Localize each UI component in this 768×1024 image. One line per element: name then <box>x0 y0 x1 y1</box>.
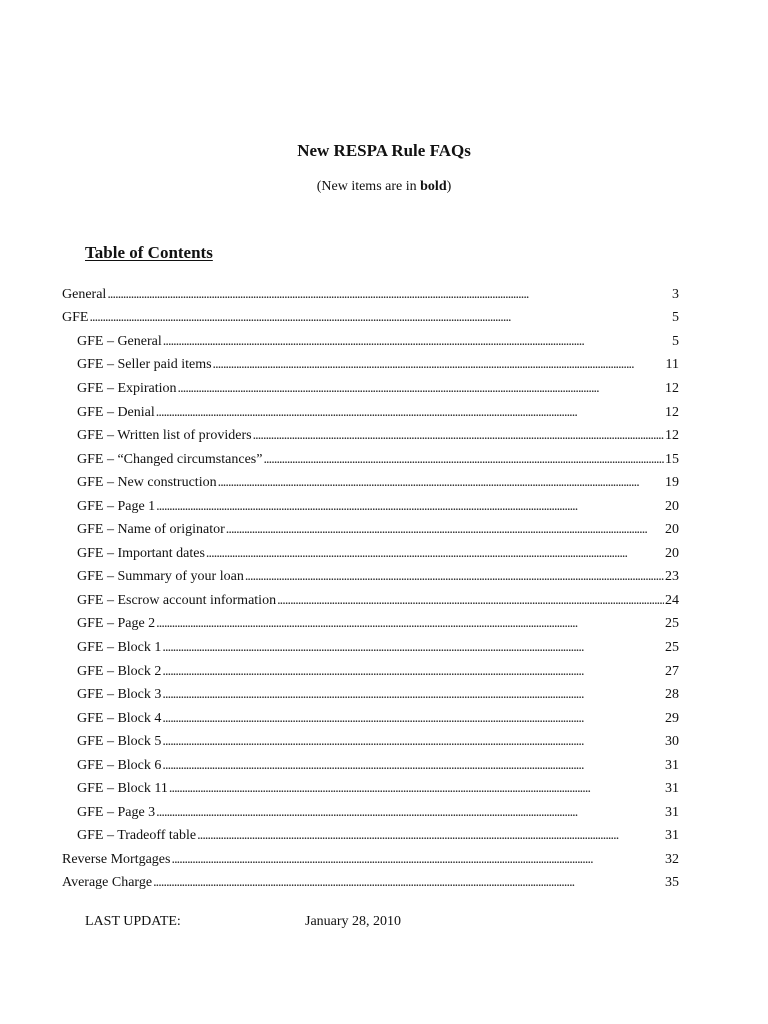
toc-entry[interactable] <box>62 683 679 707</box>
toc-entry-page: 3 <box>672 286 679 302</box>
toc-entry-label: GFE – Block 2 <box>77 663 162 679</box>
toc-entry-page: 31 <box>665 804 679 820</box>
toc-dot-leader <box>213 357 665 373</box>
toc-dot-leader <box>153 875 664 891</box>
toc-dot-leader <box>89 310 671 326</box>
toc-dot-leader <box>206 546 664 562</box>
toc-entry-page: 24 <box>665 592 679 608</box>
toc-entry[interactable] <box>62 589 679 613</box>
toc-entry[interactable] <box>62 636 679 660</box>
toc-entry-label: GFE – Block 4 <box>77 710 162 726</box>
toc-entry[interactable] <box>62 283 679 307</box>
toc-entry[interactable] <box>62 660 679 684</box>
toc-entry-label: GFE – Denial <box>77 404 155 420</box>
toc-entry-label: GFE – Block 11 <box>77 781 168 797</box>
subtitle-bold-word: bold <box>420 179 447 194</box>
toc-entry-label: GFE – Page 3 <box>77 804 156 820</box>
toc-entry-page: 20 <box>665 545 679 561</box>
toc-dot-leader <box>107 287 671 303</box>
toc-dot-leader <box>178 381 664 397</box>
toc-entry-page: 31 <box>665 757 679 773</box>
document-subtitle <box>0 179 768 195</box>
toc-dot-leader <box>253 428 664 444</box>
toc-entry-label: GFE – Block 3 <box>77 687 162 703</box>
toc-dot-leader <box>197 828 664 844</box>
toc-dot-leader <box>263 452 664 468</box>
toc-entry[interactable] <box>62 542 679 566</box>
toc-entry-page: 20 <box>665 522 679 538</box>
toc-entry-page: 29 <box>665 710 679 726</box>
toc-entry-label: GFE – Important dates <box>77 545 205 561</box>
toc-dot-leader <box>162 711 664 727</box>
subtitle-prefix: (New items are in <box>316 179 421 194</box>
toc-entry[interactable] <box>62 377 679 401</box>
toc-entry-label: GFE – Block 1 <box>77 639 162 655</box>
toc-entry-label: GFE – Block 6 <box>77 757 162 773</box>
toc-entry-label: GFE <box>62 310 89 326</box>
toc-entry[interactable] <box>62 801 679 825</box>
toc-dot-leader <box>277 593 664 609</box>
toc-entry-label: GFE – Expiration <box>77 380 177 396</box>
toc-dot-leader <box>218 475 664 491</box>
toc-entry-page: 35 <box>665 875 679 891</box>
toc-dot-leader <box>162 758 664 774</box>
subtitle-suffix: ) <box>446 179 452 194</box>
document-title: New RESPA Rule FAQs <box>297 141 471 160</box>
toc-entry-page: 15 <box>665 451 679 467</box>
table-of-contents <box>62 283 679 895</box>
toc-entry-page: 30 <box>665 734 679 750</box>
toc-entry-label: Reverse Mortgages <box>62 851 171 867</box>
toc-entry-label: GFE – Page 1 <box>77 498 156 514</box>
toc-entry-label: GFE – Block 5 <box>77 734 162 750</box>
toc-entry[interactable] <box>62 777 679 801</box>
toc-entry-page: 31 <box>665 781 679 797</box>
toc-dot-leader <box>171 852 664 868</box>
toc-entry-page: 20 <box>665 498 679 514</box>
toc-entry[interactable] <box>62 848 679 872</box>
toc-dot-leader <box>245 569 664 585</box>
toc-entry[interactable] <box>62 424 679 448</box>
toc-entry-page: 23 <box>665 569 679 585</box>
toc-entry[interactable] <box>62 518 679 542</box>
toc-entry-label: General <box>62 286 107 302</box>
toc-entry-label: Average Charge <box>62 875 153 891</box>
last-update-date: January 28, 2010 <box>305 914 402 929</box>
toc-entry-page: 12 <box>665 428 679 444</box>
toc-entry-page: 19 <box>665 475 679 491</box>
toc-entry[interactable] <box>62 401 679 425</box>
toc-entry[interactable] <box>62 566 679 590</box>
toc-entry-label: GFE – General <box>77 333 162 349</box>
toc-entry[interactable] <box>62 730 679 754</box>
toc-entry-label: GFE – Seller paid items <box>77 357 212 373</box>
toc-entry[interactable] <box>62 471 679 495</box>
toc-dot-leader <box>162 734 664 750</box>
toc-dot-leader <box>163 334 671 350</box>
toc-heading: Table of Contents <box>85 243 213 262</box>
toc-entry[interactable] <box>62 354 679 378</box>
toc-entry-label: GFE – Tradeoff table <box>77 828 197 844</box>
toc-dot-leader <box>156 805 664 821</box>
toc-entry-page: 5 <box>672 310 679 326</box>
toc-entry[interactable] <box>62 707 679 731</box>
toc-entry-label: GFE – New construction <box>77 475 217 491</box>
toc-entry-page: 27 <box>665 663 679 679</box>
toc-dot-leader <box>162 687 664 703</box>
last-update-label: LAST UPDATE: <box>85 914 181 929</box>
toc-entry-page: 32 <box>665 851 679 867</box>
toc-entry-page: 12 <box>665 380 679 396</box>
toc-entry-page: 11 <box>665 357 679 373</box>
toc-entry[interactable] <box>62 307 679 331</box>
toc-entry-page: 5 <box>672 333 679 349</box>
toc-entry[interactable] <box>62 495 679 519</box>
toc-dot-leader <box>162 640 664 656</box>
toc-dot-leader <box>162 664 664 680</box>
toc-entry[interactable] <box>62 825 679 849</box>
toc-dot-leader <box>156 616 664 632</box>
toc-entry-label: GFE – Written list of providers <box>77 428 252 444</box>
toc-entry[interactable] <box>62 872 679 896</box>
toc-entry-page: 12 <box>665 404 679 420</box>
toc-dot-leader <box>156 499 664 515</box>
toc-dot-leader <box>156 405 664 421</box>
toc-entry-label: GFE – “Changed circumstances” <box>77 451 263 467</box>
toc-entry-label: GFE – Page 2 <box>77 616 156 632</box>
toc-entry-page: 28 <box>665 687 679 703</box>
toc-entry[interactable] <box>62 613 679 637</box>
toc-entry-label: GFE – Summary of your loan <box>77 569 244 585</box>
toc-dot-leader <box>169 781 664 797</box>
toc-entry[interactable] <box>62 448 679 472</box>
toc-entry-page: 25 <box>665 639 679 655</box>
toc-entry-label: GFE – Name of originator <box>77 522 225 538</box>
toc-entry[interactable] <box>62 330 679 354</box>
toc-dot-leader <box>226 522 664 538</box>
toc-entry-label: GFE – Escrow account information <box>77 592 277 608</box>
toc-entry-page: 25 <box>665 616 679 632</box>
toc-entry[interactable] <box>62 754 679 778</box>
toc-entry-page: 31 <box>665 828 679 844</box>
